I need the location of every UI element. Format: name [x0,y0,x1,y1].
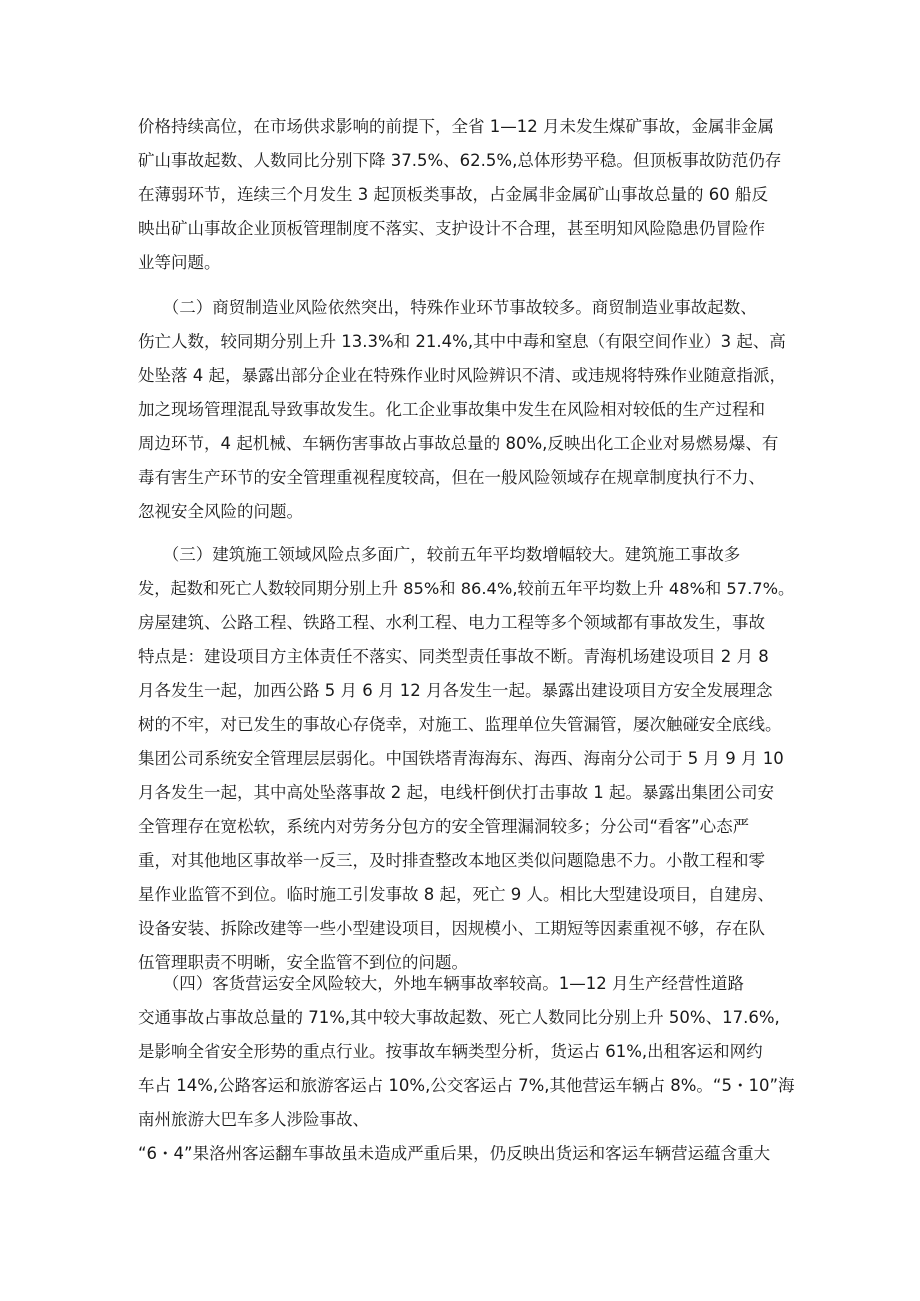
text-line: 伤亡人数，较同期分别上升 13.3%和 21.4%,其中中毒和窒息（有限空间作业）3 起、高 [138,332,786,351]
paragraph-mining [138,110,798,280]
text-line: 发，起数和死亡人数较同期分别上升 85%和 86.4%,较前五年平均数上升 48%和 57.7%。 [138,579,795,598]
text-line: 毒有害生产环节的安全管理重视程度较高，但在一般风险领域存在规章制度执行不力、 [138,468,765,487]
text-line: 南州旅游大巴车多人涉险事故、 [138,1110,369,1129]
text-line: 星作业监管不到位。临时施工引发事故 8 起，死亡 9 人。相比大型建设项目，自建房、 [138,885,774,904]
text-line: 在薄弱环节，连续三个月发生 3 起顶板类事故，占金属非金属矿山事故总量的 60 船反 [138,185,768,204]
text-line: 特点是：建设项目方主体责任不落实、同类型责任事故不断。青海机场建设项目 2 月 8 [138,647,769,666]
text-line: （三）建筑施工领域风险点多面广，较前五年平均数增幅较大。建筑施工事故多 [138,545,741,564]
text-line: 房屋建筑、公路工程、铁路工程、水利工程、电力工程等多个领域都有事故发生，事故 [138,613,765,632]
text-line: 伍管理职责不明晰，安全监管不到位的问题。 [138,953,468,972]
text-line: 重，对其他地区事故举一反三，及时排查整改本地区类似问题隐患不力。小散工程和零 [138,851,765,870]
text-line: 月各发生一起，加西公路 5 月 6 月 12 月各发生一起。暴露出建设项目方安全发展理念 [138,681,773,700]
text-line: 周边环节，4 起机械、车辆伤害事故占事故总量的 80%,反映出化工企业对易燃易爆、有 [138,434,779,453]
text-line: 加之现场管理混乱导致事故发生。化工企业事故集中发生在风险相对较低的生产过程和 [138,400,765,419]
text-line: 集团公司系统安全管理层层弱化。中国铁塔青海海东、海西、海南分公司于 5 月 9 月 10 [138,749,784,768]
text-line: 设备安装、拆除改建等一些小型建设项目，因规模小、工期短等因素重视不够，存在队 [138,919,765,938]
text-line: （四）客货营运安全风险较大，外地车辆事故率较高。1—12 月生产经营性道路 [138,974,744,993]
paragraph-commerce-manufacturing [138,291,798,529]
text-line: 映出矿山事故企业顶板管理制度不落实、支护设计不合理，甚至明知风险隐患仍冒险作 [138,219,765,238]
text-line: 树的不牢，对已发生的事故心存侥幸，对施工、监理单位失管漏管，屡次触碰安全底线。 [138,715,782,734]
text-line: “6・4”果洛州客运翻车事故虽未造成严重后果，仍反映出货运和客运车辆营运蕴含重大 [138,1144,771,1163]
text-line: 矿山事故起数、人数同比分别下降 37.5%、62.5%,总体形势平稳。但顶板事故防范仍存 [138,151,782,170]
text-line: 车占 14%,公路客运和旅游客运占 10%,公交客运占 7%,其他营运车辆占 8%。“5・10”海 [138,1076,795,1095]
text-line: 月各发生一起，其中高处坠落事故 2 起，电线杆倒伏打击事故 1 起。暴露出集团公司安 [138,783,774,802]
text-line: （二）商贸制造业风险依然突出，特殊作业环节事故较多。商贸制造业事故起数、 [138,298,757,317]
text-line: 是影响全省安全形势的重点行业。按事故车辆类型分析，货运占 61%,出租客运和网约 [138,1042,763,1061]
text-line: 业等问题。 [138,253,221,272]
paragraph-construction [138,538,798,980]
text-line: 价格持续高位，在市场供求影响的前提下，全省 1—12 月未发生煤矿事故，金属非金属 [138,117,774,136]
paragraph-transport [138,967,798,1171]
text-line: 全管理存在宽松软，系统内对劳务分包方的安全管理漏洞较多；分公司“看客”心态严 [138,817,750,836]
text-line: 忽视安全风险的问题。 [138,502,303,521]
text-line: 处坠落 4 起，暴露出部分企业在特殊作业时风险辨识不清、或违规将特殊作业随意指派， [138,366,786,385]
text-line: 交通事故占事故总量的 71%,其中较大事故起数、死亡人数同比分别上升 50%、17.6%, [138,1008,780,1027]
